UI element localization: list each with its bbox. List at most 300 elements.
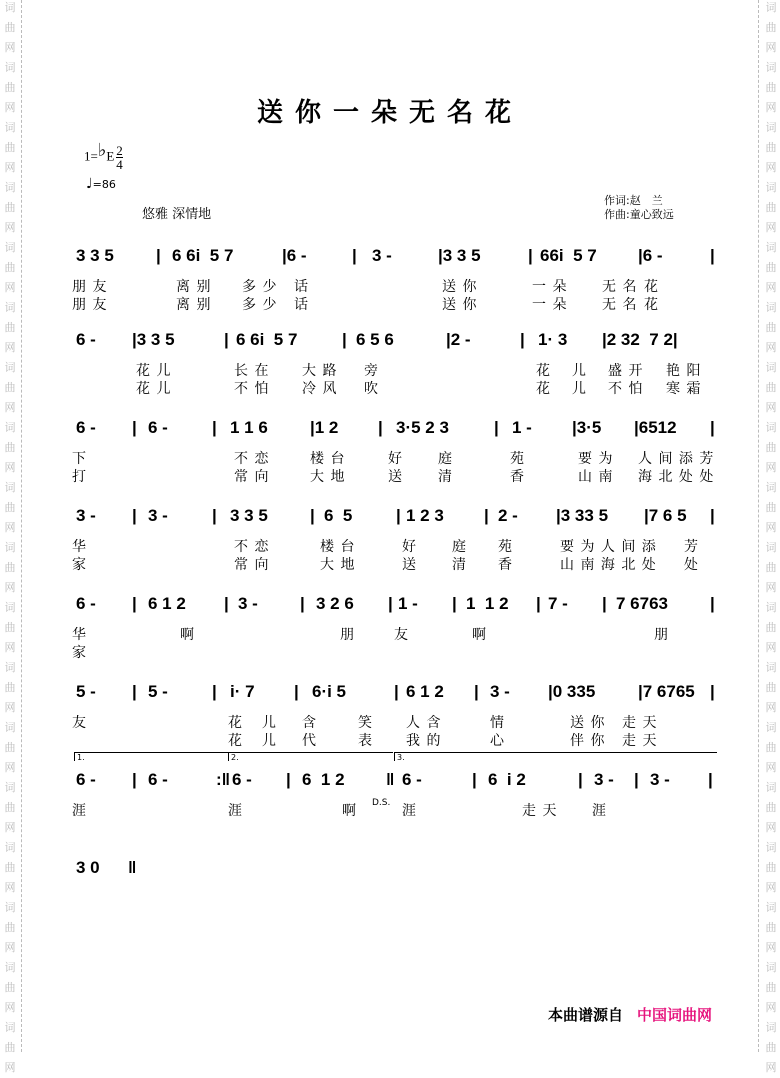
volta-bracket: 1. [74,752,229,761]
lyric-verse-2: 一 朵 [532,297,568,313]
note-group: 6 - [402,770,422,789]
watermark-char: 曲 [765,381,777,394]
lyric-verse-1: 花 [536,363,551,379]
lyric-verse-1: 走 天 [522,803,558,819]
lyric-verse-2: 山 南 海 北 处 [560,557,657,573]
lyric-verse-1: 朋 [654,627,669,643]
lyric-verse-1: 涯 [592,803,607,819]
lyric-verse-1: 要 为 [578,451,614,467]
watermark-char: 网 [4,101,16,114]
note-group: |2 - [446,330,471,349]
watermark-char: 曲 [4,261,16,274]
lyric-verse-1: 儿 [262,715,277,731]
note-group: | [156,246,161,265]
note-group: | [132,594,137,613]
staff-line [72,672,714,708]
watermark-char: 网 [4,221,16,234]
watermark-char: 曲 [4,801,16,814]
lyric-verse-2: 寒 霜 [666,381,702,397]
score-row [72,236,715,313]
lyric-verse-2: 送 [388,469,403,485]
watermark-char: 网 [4,581,16,594]
note-group: | [484,506,489,525]
watermark-char: 词 [4,721,16,734]
note-group: 6 - [76,418,96,437]
note-group: |3 3 5 [438,246,481,265]
watermark-char: 词 [4,781,16,794]
key-prefix: 1= [84,148,98,164]
lyric-verse-1: 啊 [180,627,195,643]
watermark-char: 词 [4,661,16,674]
note-group: | [342,330,347,349]
lyric-verse-1: 华 [72,539,87,555]
note-group: 2 - [498,506,518,525]
lyric-verse-2: 清 [438,469,453,485]
watermark-char: 词 [765,1021,777,1034]
lyric-verse-1: 朋 友 [72,279,108,295]
lyric-verse-2: 不 怕 [608,381,644,397]
watermark-char: 网 [4,641,16,654]
watermark-char: 曲 [4,681,16,694]
lyric-verse-1: 旁 [364,363,379,379]
note-group: |3·5 [572,418,602,437]
watermark-char: 曲 [4,1041,16,1054]
watermark-char: 曲 [4,741,16,754]
lyric-verse-2: 不 怕 [234,381,270,397]
staff-line [72,848,714,884]
lyric-verse-2: 话 [294,297,309,313]
note-group: | [494,418,499,437]
watermark-char: 曲 [4,81,16,94]
watermark-char: 网 [765,821,777,834]
lyric-verse-1: 一 朵 [532,279,568,295]
note-group: 3·5 2 3 [396,418,449,437]
note-group: 6 1 2 [406,682,444,701]
watermark-char: 词 [765,241,777,254]
note-group: :‖ [216,770,231,789]
lyric-verse-2: 花 [536,381,551,397]
lyric-verse-1: 笑 [358,715,373,731]
lyric-verse-2: 家 [72,645,87,661]
note-group: 3 2 6 [316,594,354,613]
watermark-char: 网 [4,941,16,954]
lyric-verse-2: 儿 [572,381,587,397]
note-group: | [708,770,713,789]
staff-line [72,753,714,808]
lyric-verse-1: 苑 [510,451,525,467]
tempo-value: =86 [92,178,116,191]
note-group: ‖ [386,770,395,789]
lyric-verse-1: 情 [490,715,505,731]
watermark-char: 词 [4,961,16,974]
note-group: 7 - [548,594,568,613]
note-group: 6 - [76,770,96,789]
score-row [72,848,714,884]
flat-icon: ♭ [97,140,107,161]
note-group: |6 - [282,246,307,265]
lyric-verse-1: 涯 [402,803,417,819]
lyric-verse-1: 儿 [572,363,587,379]
watermark-char: 词 [4,421,16,434]
time-signature [116,144,123,171]
watermark-char: 网 [765,161,777,174]
note-group: 1 1 2 [466,594,509,613]
lyric-verse-1: 好 [388,451,403,467]
note-group: 6 6i 5 7 [236,330,298,349]
staff-line [72,408,714,444]
watermark-char: 词 [765,721,777,734]
watermark-char: 曲 [765,21,777,34]
score-row [72,753,714,819]
watermark-char: 网 [4,41,16,54]
staff-line [72,496,714,532]
lyric-verse-1: 要 为 人 间 添 [560,539,657,555]
staff-line [72,584,714,620]
watermark-char: 曲 [765,1041,777,1054]
watermark-char: 曲 [765,681,777,694]
note-group: | [212,506,217,525]
score-row [72,584,715,661]
watermark-char: 曲 [765,741,777,754]
lyric-verse-1: 楼 台 [320,539,356,555]
watermark-char: 曲 [765,801,777,814]
watermark-char: 网 [765,101,777,114]
watermark-char: 网 [765,281,777,294]
note-group: | [300,594,305,613]
watermark-char: 词 [765,421,777,434]
watermark-char: 词 [765,781,777,794]
lyric-verse-1: 友 [72,715,87,731]
lyric-verse-2: 常 向 [234,557,270,573]
watermark-char: 词 [4,481,16,494]
watermark-char: 词 [765,541,777,554]
right-watermark-strip [758,0,780,1074]
note-group: 5 - [76,682,96,701]
lyric-verse-1: 人 含 [406,715,442,731]
note-group: 3 - [490,682,510,701]
watermark-char: 曲 [765,201,777,214]
lyric-verse-1: 含 [302,715,317,731]
note-group: | [212,682,217,701]
lyric-verse-1: 啊 [342,803,357,819]
lyric-verse-1: 人 间 添 芳 [638,451,715,467]
note-group: 3 - [76,506,96,525]
lyric-verse-2: 朋 友 [72,297,108,313]
lyric-verse-2: 吹 [364,381,379,397]
note-group: 7 6763 [616,594,668,613]
watermark-char: 词 [4,361,16,374]
lyric-verse-2: 走 天 [622,733,658,749]
lyric-verse-2: 处 [684,557,699,573]
lyric-verse-2: 我 的 [406,733,442,749]
lyric-verse-1: 不 恋 [234,451,270,467]
note-group: | [710,246,715,265]
watermark-char: 词 [4,1,16,14]
staff-line [72,236,714,272]
note-group: 6 6i 5 7 [172,246,234,265]
note-group: |0 335 [548,682,596,701]
note-group: | [286,770,291,789]
lyric-verse-2: 离 别 [176,297,212,313]
lyric-verse-2: 香 [510,469,525,485]
score-row [72,672,715,749]
note-group: |3 3 5 [132,330,175,349]
lyric-verse-1: 花 儿 [136,363,172,379]
note-group: 3 0 [76,858,100,877]
note-group: | [132,418,137,437]
note-group: | [602,594,607,613]
staff-line [72,320,714,356]
watermark-char: 词 [4,1021,16,1034]
watermark-char: 网 [765,461,777,474]
lyric-verse-1: 送 你 [442,279,478,295]
note-group: | [352,246,357,265]
lyric-verse-1: 走 天 [622,715,658,731]
lyric-verse-2: 花 [644,297,659,313]
lyric-verse-1: 送 你 [570,715,606,731]
note-group: | [578,770,583,789]
watermark-char: 曲 [765,141,777,154]
site-link[interactable]: 中国词曲网 [637,1006,713,1024]
note-group: 3 - [594,770,614,789]
tempo-marking [86,176,116,192]
watermark-char: 网 [765,41,777,54]
note-group: 6 1 2 [302,770,345,789]
quarter-note-icon: ♩ [86,176,93,192]
note-group: | [132,770,137,789]
lyric-verse-2: 代 [302,733,317,749]
watermark-char: 曲 [4,861,16,874]
watermark-char: 词 [765,361,777,374]
note-group: 6 - [76,594,96,613]
note-group: 66i 5 7 [540,246,597,265]
lyric-verse-2: 常 向 [234,469,270,485]
lyric-verse-2: 大 地 [310,469,346,485]
watermark-char: 词 [4,181,16,194]
watermark-char: 网 [765,761,777,774]
note-group: | [452,594,457,613]
watermark-char: 词 [765,901,777,914]
watermark-char: 网 [765,1001,777,1014]
lyric-verse-1: 庭 [452,539,467,555]
note-group: | [710,506,715,525]
note-group: | [710,594,715,613]
note-group: 1 - [398,594,418,613]
note-group: 3 - [650,770,670,789]
watermark-char: 网 [765,881,777,894]
note-group: |2 32 7 2| [602,330,678,349]
lyric-verse-1: 花 [644,279,659,295]
lyric-verse-2: 花 [228,733,243,749]
lyric-verse-2: 送 你 [442,297,478,313]
note-group: |7 6765 [638,682,695,701]
lyric-verse-2: 打 [72,469,87,485]
volta-bracket: 3. [394,752,717,761]
lyric-verse-2: 海 北 处 处 [638,469,715,485]
lyric-verse-2: 山 南 [578,469,614,485]
note-group: 5 - [148,682,168,701]
lyric-verse-2: 香 [498,557,513,573]
watermark-char: 网 [4,1061,16,1074]
lyric-verse-1: 楼 台 [310,451,346,467]
lyric-verse-2: 冷 风 [302,381,338,397]
watermark-char: 词 [765,181,777,194]
note-group: |6512 [634,418,677,437]
volta-bracket: 2. [228,752,393,761]
watermark-char: 曲 [4,621,16,634]
note-group: 3 - [372,246,392,265]
lyric-verse-1: 艳 阳 [666,363,702,379]
lyric-verse-1: 离 别 [176,279,212,295]
lyric-verse-1: 芳 [684,539,699,555]
time-numerator: 2 [116,143,123,158]
watermark-char: 词 [4,241,16,254]
lyric-verse-1: 无 名 [602,279,638,295]
lyric-verse-1: 话 [294,279,309,295]
note-group: ‖ [128,858,137,877]
note-group: |7 6 5 [644,506,687,525]
watermark-char: 网 [765,221,777,234]
note-group: | [472,770,477,789]
watermark-char: 词 [765,1,777,14]
lyric-verse-1: 涯 [72,803,87,819]
watermark-char: 网 [4,821,16,834]
note-group: | [378,418,383,437]
lyric-verse-1: 啊 [472,627,487,643]
watermark-char: 曲 [765,621,777,634]
note-group: i· 7 [230,682,255,701]
lyric-verse-2: 无 名 [602,297,638,313]
note-group: 1 - [512,418,532,437]
watermark-char: 曲 [765,81,777,94]
note-group: | [294,682,299,701]
lyric-verse-2: 表 [358,733,373,749]
watermark-char: 词 [765,61,777,74]
note-group: | [474,682,479,701]
note-group: 6 1 2 [148,594,186,613]
note-group: 1· 3 [538,330,568,349]
note-group: | [710,418,715,437]
watermark-char: 词 [4,541,16,554]
lyric-verse-1: 长 在 [234,363,270,379]
watermark-char: 曲 [4,501,16,514]
note-group: | [520,330,525,349]
note-group: 6·i 5 [312,682,347,701]
note-group: 6 i 2 [488,770,526,789]
note-group: | [212,418,217,437]
watermark-char: 曲 [765,261,777,274]
lyric-verse-1: 朋 [340,627,355,643]
watermark-char: 词 [4,301,16,314]
watermark-char: 网 [4,281,16,294]
dal-segno-marking: D.S. [372,798,391,808]
watermark-char: 曲 [4,441,16,454]
watermark-char: 词 [765,121,777,134]
note-group: | [634,770,639,789]
note-group: 3 3 5 [230,506,268,525]
watermark-char: 曲 [4,141,16,154]
expression-marking: 悠雅 深情地 [142,207,212,222]
watermark-char: 词 [765,841,777,854]
note-group: 1 1 6 [230,418,268,437]
note-group: | [224,594,229,613]
watermark-char: 曲 [4,21,16,34]
watermark-char: 网 [765,941,777,954]
watermark-char: 网 [4,461,16,474]
source-label: 本曲谱源自 [548,1006,624,1024]
note-group: 3 - [148,506,168,525]
footer [548,1004,712,1025]
note-group: 3 - [238,594,258,613]
watermark-char: 网 [4,401,16,414]
composer: 作曲:童心致远 [604,208,674,221]
credits [604,194,674,222]
watermark-char: 曲 [4,381,16,394]
watermark-char: 词 [765,601,777,614]
watermark-char: 网 [765,401,777,414]
note-group: | [528,246,533,265]
lyric-verse-1: 大 路 [302,363,338,379]
watermark-char: 词 [765,481,777,494]
lyric-verse-1: 花 [228,715,243,731]
watermark-char: 曲 [4,201,16,214]
note-group: 1 2 3 [406,506,444,525]
watermark-char: 网 [4,521,16,534]
key-signature [84,140,123,172]
note-group: 6 5 [324,506,353,525]
lyric-verse-2: 花 儿 [136,381,172,397]
note-group: |3 33 5 [556,506,609,525]
watermark-char: 词 [4,61,16,74]
note-group: 6 - [232,770,252,789]
note-group: | [710,682,715,701]
lyric-verse-1: 多 少 [242,279,278,295]
lyric-verse-2: 送 [402,557,417,573]
watermark-char: 曲 [4,921,16,934]
note-group: 6 - [148,770,168,789]
lyric-verse-1: 苑 [498,539,513,555]
watermark-char: 词 [765,301,777,314]
watermark-char: 词 [765,961,777,974]
note-group: 6 5 6 [356,330,394,349]
score-row [72,320,714,397]
watermark-char: 词 [4,601,16,614]
left-watermark-strip [0,0,22,1074]
lyric-verse-1: 友 [394,627,409,643]
lyricist: 作词:赵 兰 [604,194,663,207]
lyric-verse-1: 盛 开 [608,363,644,379]
lyric-verse-2: 伴 你 [570,733,606,749]
watermark-char: 网 [765,641,777,654]
note-group: |6 - [638,246,663,265]
watermark-char: 网 [4,701,16,714]
note-group: | [132,682,137,701]
lyric-verse-1: 好 [402,539,417,555]
time-denominator: 4 [116,157,123,172]
lyric-verse-2: 多 少 [242,297,278,313]
watermark-char: 网 [4,341,16,354]
score-row [72,496,715,573]
watermark-char: 词 [4,841,16,854]
watermark-char: 曲 [765,861,777,874]
lyric-verse-2: 儿 [262,733,277,749]
score-row [72,408,715,485]
watermark-char: 曲 [765,561,777,574]
lyric-verse-2: 家 [72,557,87,573]
note-group: 6 - [76,330,96,349]
note-group: | [394,682,399,701]
watermark-char: 曲 [4,981,16,994]
